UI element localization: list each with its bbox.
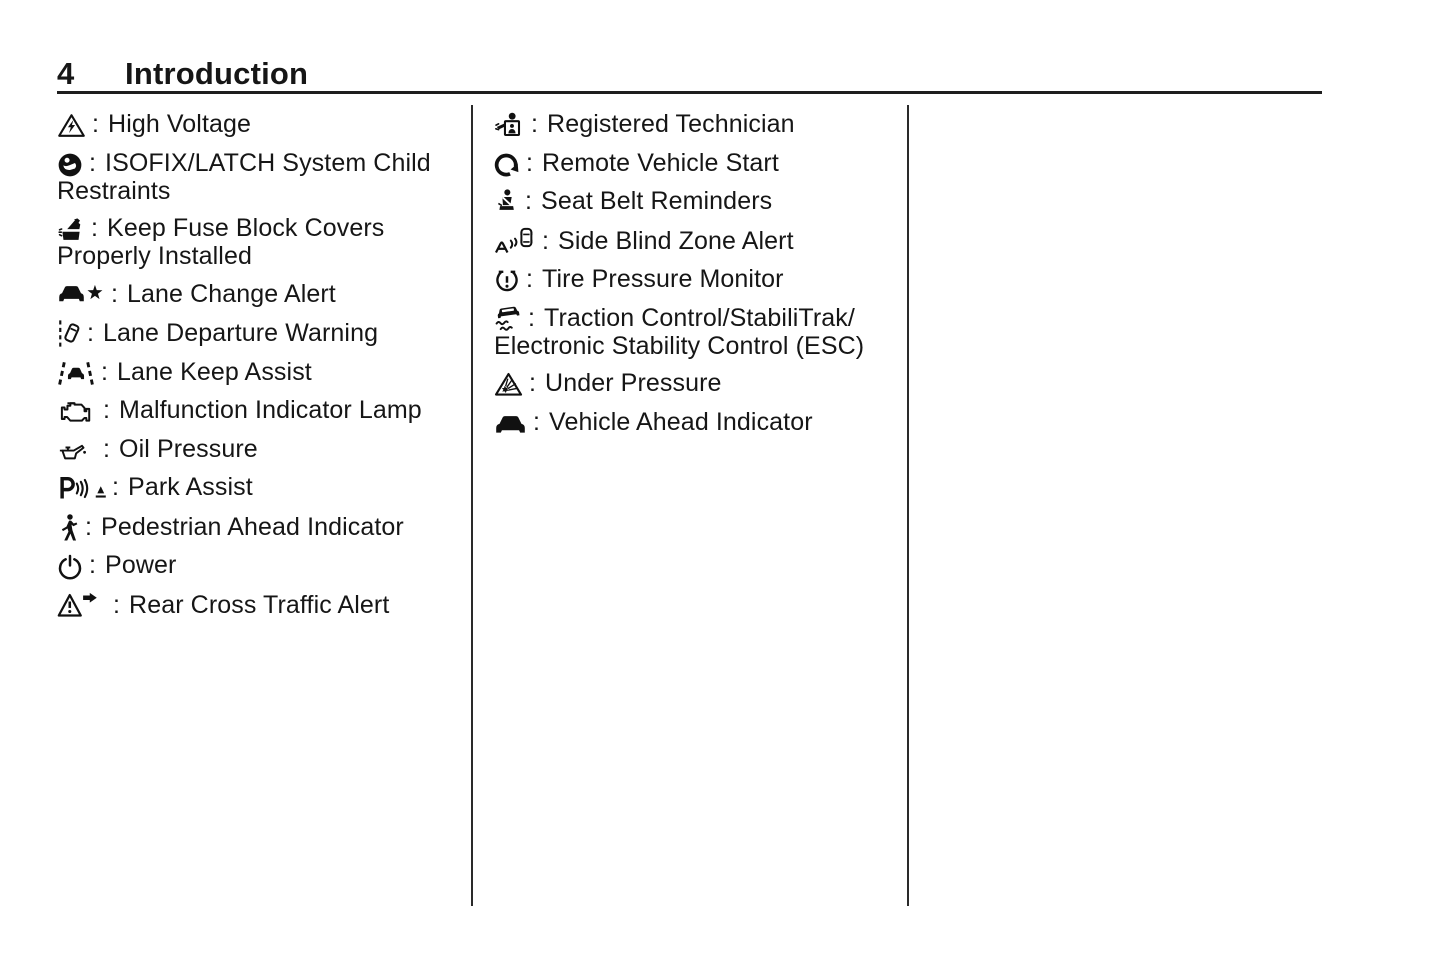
page-title: Introduction: [125, 56, 309, 91]
malfunction-indicator-lamp-icon: [57, 398, 97, 425]
separator: :: [103, 434, 111, 463]
legend-label: Oil Pressure: [119, 434, 258, 463]
legend-label: Traction Control/StabiliTrak/​Electronic Stability Control (ESC): [494, 303, 865, 360]
tire-pressure-monitor-icon: [494, 268, 520, 294]
separator: :: [101, 357, 109, 386]
legend-item-under-pressure: [494, 370, 900, 398]
fuse-block-covers-icon: [57, 217, 85, 243]
header-rule: [57, 91, 1322, 94]
high-voltage-icon: [57, 112, 86, 139]
power-icon: [57, 554, 83, 580]
page-number: 4: [57, 56, 75, 91]
separator: :: [89, 148, 97, 177]
separator: :: [542, 226, 550, 255]
legend-item-power: [57, 552, 465, 580]
separator: :: [526, 265, 534, 293]
separator: :: [529, 369, 537, 397]
legend-label: Registered Technician: [547, 110, 795, 138]
oil-pressure-icon: [57, 438, 97, 464]
legend-label: Under Pressure: [545, 369, 722, 397]
separator: :: [112, 473, 120, 501]
legend-item-lane-change-alert: [57, 281, 465, 309]
legend-label: Lane Change Alert: [127, 279, 336, 308]
legend-item-oil-pressure: [57, 436, 465, 464]
legend-label: Power: [105, 551, 177, 579]
rear-cross-traffic-alert-icon: [57, 591, 107, 620]
column-divider-2: [907, 105, 909, 906]
legend-item-pedestrian: [57, 513, 465, 542]
vehicle-ahead-indicator-icon: [494, 412, 527, 437]
legend-item-side-blind-zone: [494, 227, 900, 256]
legend-item-isofix: [57, 150, 465, 205]
legend-label: Rear Cross Traffic Alert: [129, 590, 390, 619]
page-header: [57, 56, 1322, 92]
legend-item-traction-control: [494, 305, 900, 360]
legend-item-tire-pressure: [494, 266, 900, 294]
legend-item-high-voltage: [57, 111, 465, 139]
lane-change-alert-icon: [57, 282, 105, 309]
lane-keep-assist-icon: [57, 360, 95, 387]
remote-vehicle-start-icon: [494, 152, 520, 178]
legend-item-fuse-block: [57, 215, 465, 270]
legend-item-lane-departure: [57, 319, 465, 348]
legend-label: Seat Belt Reminders: [541, 187, 773, 215]
lane-departure-warning-icon: [57, 319, 81, 348]
traction-control-icon: [494, 305, 522, 333]
side-blind-zone-alert-icon: [494, 227, 536, 256]
symbol-legend-column-3: [930, 111, 1310, 891]
separator: :: [111, 279, 119, 308]
legend-label: ISOFIX/LATCH System Child Restraints: [57, 148, 431, 205]
legend-item-registered-technician: [494, 111, 900, 139]
legend-label: Lane Keep Assist: [117, 357, 312, 386]
legend-item-vehicle-ahead: [494, 409, 900, 437]
legend-label: Side Blind Zone Alert: [558, 226, 794, 255]
separator: :: [113, 590, 121, 619]
separator: :: [92, 110, 100, 138]
symbol-legend-column-1: [57, 111, 465, 630]
legend-label: Lane Departure Warning: [103, 319, 379, 347]
registered-technician-icon: [494, 112, 525, 139]
legend-label: Park Assist: [128, 473, 253, 501]
seat-belt-reminders-icon: [494, 188, 519, 216]
column-divider-1: [471, 105, 473, 906]
separator: :: [91, 214, 99, 242]
legend-item-park-assist: [57, 474, 465, 502]
separator: :: [528, 303, 536, 332]
legend-label: Tire Pressure Monitor: [542, 265, 784, 293]
legend-label: Keep Fuse Block Covers Properly Installed: [57, 214, 385, 270]
separator: :: [103, 396, 111, 424]
separator: :: [533, 407, 541, 436]
legend-label: Pedestrian Ahead Indicator: [101, 512, 404, 541]
symbol-legend-column-2: [494, 111, 900, 447]
separator: :: [85, 512, 93, 541]
separator: :: [526, 148, 534, 177]
park-assist-icon: [57, 475, 106, 502]
separator: :: [531, 110, 539, 138]
legend-label: Malfunction Indicator Lamp: [119, 396, 422, 424]
legend-item-seat-belt: [494, 188, 900, 216]
isofix-latch-icon: [57, 152, 83, 178]
legend-label: Vehicle Ahead Indicator: [549, 407, 813, 436]
legend-label: Remote Vehicle Start: [542, 148, 779, 177]
separator: :: [525, 187, 533, 215]
separator: :: [87, 319, 95, 347]
legend-item-remote-start: [494, 150, 900, 178]
legend-label: High Voltage: [108, 110, 252, 138]
legend-item-rear-cross-traffic: [57, 591, 465, 620]
separator: :: [89, 551, 97, 579]
legend-item-lane-keep: [57, 359, 465, 387]
under-pressure-icon: [494, 371, 523, 398]
legend-item-mil: [57, 397, 465, 425]
pedestrian-ahead-icon: [57, 513, 79, 542]
